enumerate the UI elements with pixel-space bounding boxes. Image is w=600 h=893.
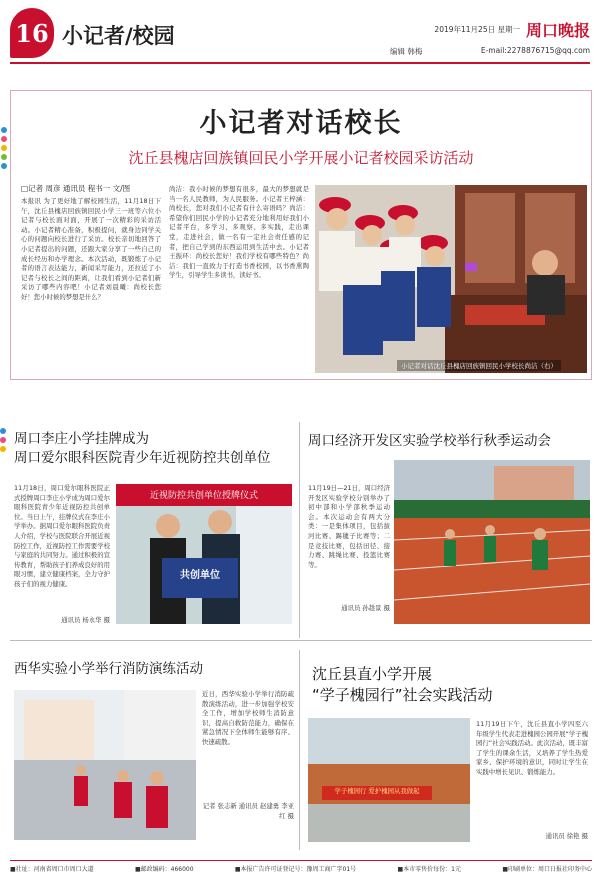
- header-rule: [10, 62, 590, 64]
- divider-lower: [10, 640, 592, 641]
- right-mid-body: 11月19日—21日，周口经济开发区实验学校分别举办了初中部和小学部秋季运动会。本次运动会有两大分类：一是集体项目，包括拔河比赛、踢毽子比赛等；二是竞技比赛，包括田径、接力赛、跳绳比赛、投篮比赛等。: [308, 484, 390, 569]
- left-bottom-title: 西华实验小学举行消防演练活动: [14, 661, 203, 677]
- footer-item: ■邮政编码：466000: [134, 866, 194, 873]
- right-bottom-credit: 通讯员 徐艳 摄: [545, 832, 588, 840]
- top-article-column-1: 本报讯 为了更好地了解校园生活，11月18日下午，沈丘县槐店回族镇回民小学三一班等六位小记者与校长面对面，开展了一次精彩的采访活动。小记者精心准备，积极提问，就身边同学关心的问题向校长进行了采访。校长亲切地回答了小记者提出的问题，还跟大家分享了一些自己的成长经历和办学理念。本次活动，既锻炼了小记者的语言表达能力，新闻采写能力，还拉近了小记者与校长之间的距离，让我们看到小记者们新采访了哪些内容吧！小记者刘晨曦：尚校长您好！您小时候的梦想是什么？: [21, 197, 161, 301]
- top-article-subtitle: 沈丘县槐店回族镇回民小学开展小记者校园采访活动: [128, 149, 474, 167]
- right-bottom-body: 11月19日下午，沈丘县直小学四至六年级学生代表走进槐园公园开展“学子槐园行”社会实践活动。此次活动，既丰富了学生的课余生活，又培养了学生热爱家乡、保护环境的意识，同时让学生在实践中增长见识、锻炼能力。: [476, 720, 588, 776]
- page-footer: [10, 860, 592, 874]
- right-bottom-title: [312, 664, 592, 706]
- sports-photo-illustration: [394, 460, 590, 624]
- top-article: [10, 90, 592, 380]
- left-mid-body: 11月18日，周口爱尔眼科医院正式授牌周口李庄小学成为周口爱尔眼科医院青少年近视防控共创单位。当日上午，挂牌仪式在李庄小学举办。据周口爱尔眼科医院负责人介绍，学校与医院联合开展近视防控工作，近视防控工作需要学校与家庭的共同努力。通过积极的宣传教育，帮助孩子们养成良好的用眼习惯，建立健康档案，全力守护孩子们的视力健康。: [14, 484, 110, 588]
- divider-bottom: [299, 650, 300, 850]
- plaque-label: 共创单位: [180, 570, 220, 581]
- interview-photo-illustration: [315, 185, 587, 373]
- plaque-photo-illustration: [116, 484, 292, 624]
- newspaper-brand: 周口晚报: [525, 21, 590, 40]
- footer-item: ■本报广告许可证登记号：豫周工商广字01号: [234, 866, 357, 873]
- left-bottom-body: 近日，西华实验小学举行消防疏散演练活动，进一步加强学校安全工作，增加学校师生消防意识，提高自救防范能力，确保在紧急情况下全体师生能够有序、快速疏散。: [202, 690, 294, 746]
- right-mid-title: 周口经济开发区实验学校举行秋季运动会: [308, 433, 551, 449]
- page-header: [10, 8, 590, 70]
- left-mid-text: [14, 484, 110, 624]
- page-number-badge: 16: [10, 8, 54, 58]
- interview-photo-caption: 小记者对话沈丘县槐店回族镇回民小学校长尚洁（右）: [397, 360, 561, 371]
- footer-item: ■本市零售价每份：1元: [397, 866, 461, 873]
- field-trip-photo-illustration: [308, 718, 470, 842]
- decor-dots: [1, 127, 9, 172]
- editor-name: 编辑 韩梅: [390, 47, 423, 56]
- decor-dots-left-mid: [0, 428, 8, 455]
- plaque-photo: [116, 484, 292, 624]
- right-mid-credit: 通讯员 孙趁景 摄: [341, 604, 390, 612]
- field-trip-banner: 学子槐园行 爱护槐园从我做起: [334, 787, 420, 795]
- right-bottom-text: [476, 720, 588, 844]
- issue-date: 2019年11月25日 星期一: [434, 25, 520, 34]
- footer-item: ■印刷单位：周口日报社印务中心: [502, 866, 592, 873]
- fire-drill-photo: [14, 690, 196, 840]
- left-bottom-text: [202, 690, 294, 838]
- sports-photo: [394, 460, 590, 624]
- plaque-banner-text: 近视防控共创单位授牌仪式: [149, 491, 258, 501]
- editor-email: E-mail:2278876715@qq.com: [480, 46, 590, 55]
- left-mid-title-line1: 周口李庄小学挂牌成为: [14, 431, 149, 447]
- right-bottom-title-line2: “学子槐园行”社会实践活动: [312, 686, 493, 704]
- top-article-byline: □记者 周彦 通讯员 程书一 文/图: [21, 184, 131, 193]
- footer-item: ■社址：河南省周口市周口大道: [10, 866, 94, 873]
- interview-photo: [315, 185, 587, 373]
- left-mid-title-line2: 周口爱尔眼科医院青少年近视防控共创单位: [14, 450, 271, 466]
- right-bottom-title-line1: 沈丘县直小学开展: [312, 665, 433, 683]
- top-article-title: 小记者对话校长: [199, 108, 403, 139]
- fire-drill-photo-illustration: [14, 690, 196, 840]
- section-name: 小记者/校园: [62, 23, 175, 48]
- header-meta: [390, 18, 590, 57]
- left-mid-credit: 通讯员 杨永华 摄: [61, 616, 110, 624]
- left-bottom-credit: 记者 张志新 通讯员 赵建勇 李亚红 摄: [202, 802, 294, 820]
- divider-mid: [299, 422, 300, 638]
- left-mid-title: [14, 430, 304, 468]
- top-article-column-2: 尚洁：我小时候的梦想有很多，最大的梦想就是当一名人民教师，为人民服务。小记者王梓涵：尚校长，您对我们小记者有什么寄语吗？尚洁：希望你们回民小学的小记者充分地利用好我们小记者平台，多学习、多观察、多实践，走出课堂，走进社会，做一名有一定社会责任感的记者，把自己学到的东西运用到生活中去。小记者王振环：尚校长您好！我们学校有哪些特色？尚洁：我们一直致力于打造书香校园，以书香熏陶学生，引导学生多读书，读好书。: [169, 185, 309, 280]
- field-trip-photo: [308, 718, 470, 842]
- right-mid-text: [308, 484, 390, 614]
